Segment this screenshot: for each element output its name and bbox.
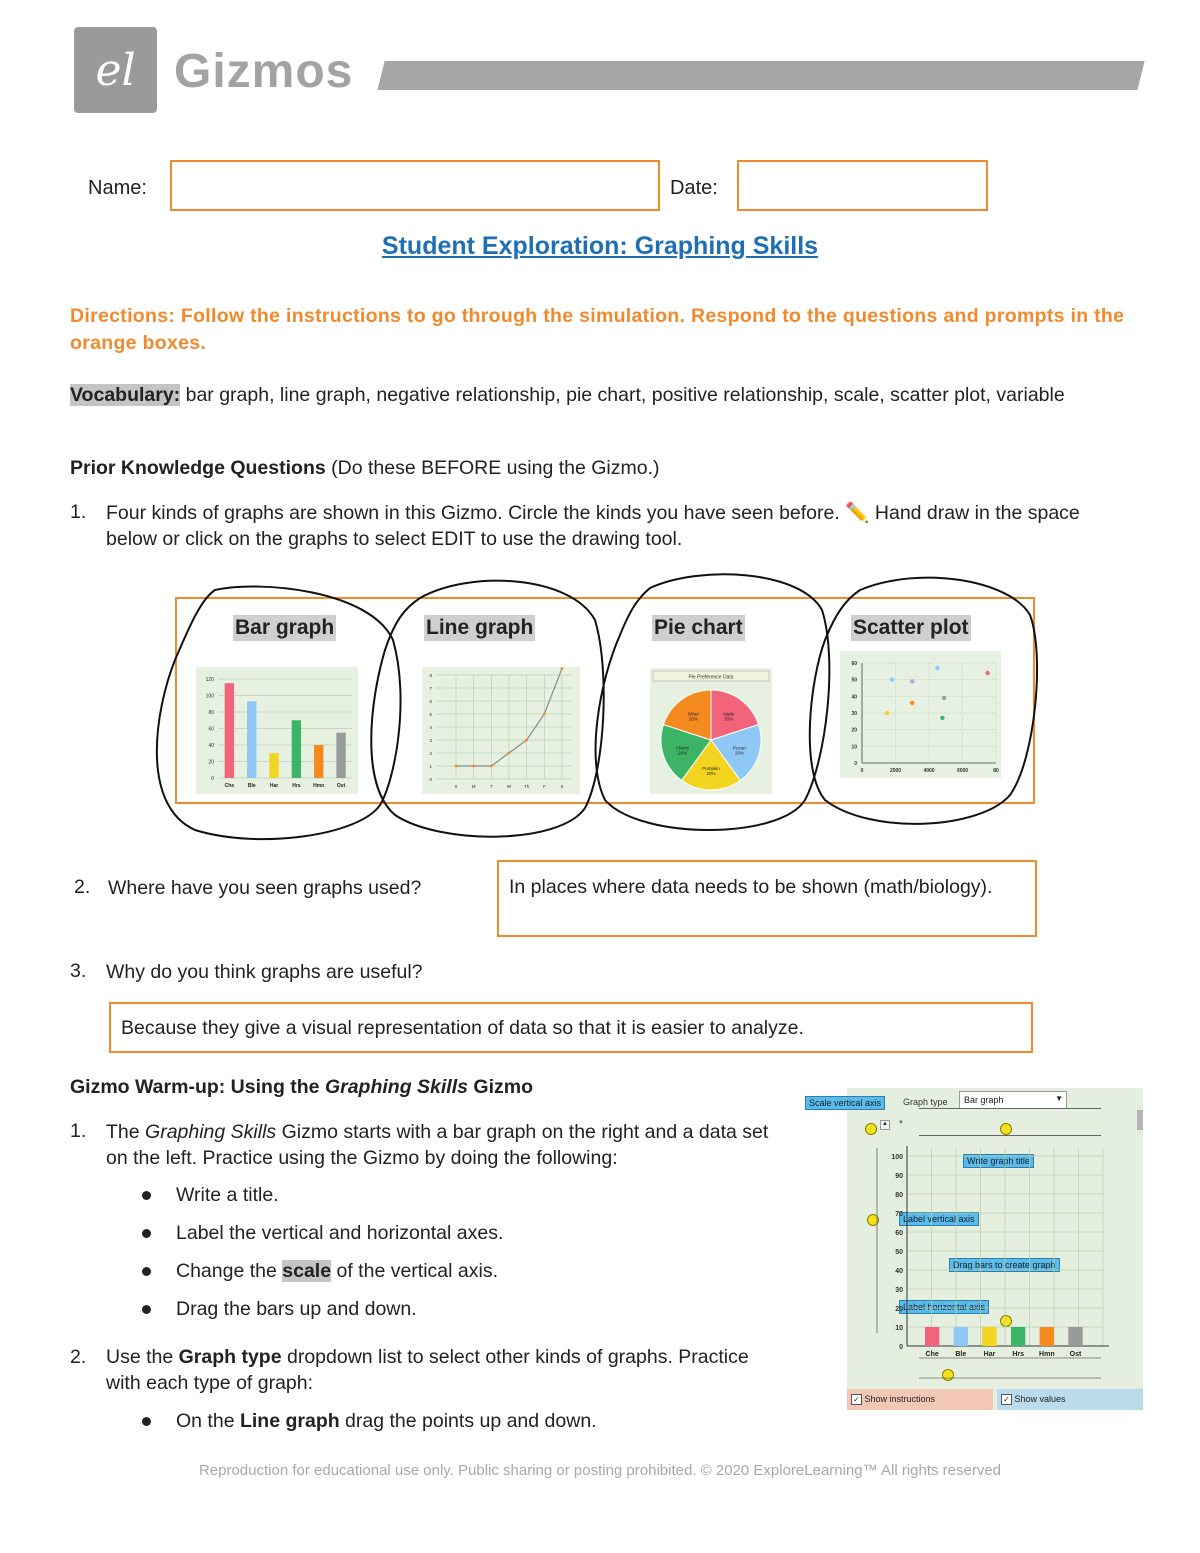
bullet-dot [142,1305,151,1314]
mini-scatter-y-tick: 10 [851,744,857,751]
mini-bar-tick-label: 80 [208,710,214,716]
mini-scatter-y-tick: 0 [854,761,857,767]
mini-bar-category-label: Ble [247,783,256,789]
gizmo-bar-chart [847,1088,1143,1388]
q3-text: Why do you think graphs are useful? [106,961,423,983]
mini-scatter-x-tick: 2000 [889,768,902,774]
gizmo-category-label: Ost [1069,1351,1082,1358]
bullet-line-graph: On the Line graph drag the points up and down. [176,1410,597,1432]
show-values-toggle[interactable]: ✓ Show values [997,1389,1143,1410]
graph-type-label: Graph type [903,1097,948,1107]
scatter-plot-title: Scatter plot [853,616,969,639]
gizmo-y-tick: 40 [895,1268,903,1275]
s1-number: 1. [70,1120,87,1142]
mini-pie-slice-label-line: Cherry [675,745,690,751]
mini-scatter-y-tick: 40 [851,694,857,701]
pie-chart-title: Pie chart [654,616,743,639]
hand-drawn-circles [0,560,1200,860]
mini-scatter-y-tick: 60 [851,661,857,667]
q3-answer-box[interactable] [109,1002,1033,1053]
gizmo-y-tick: 10 [895,1325,903,1332]
gizmo-category-label: Che [925,1351,939,1358]
header-bar [377,61,1144,90]
label-vertical-axis-tag: Label vertical axis [899,1212,979,1226]
bullet-change-scale: Change the scale of the vertical axis. [176,1260,498,1282]
logo-text: Gizmos [174,45,354,98]
gizmo-bar-hrs [1011,1327,1025,1346]
vocabulary-text: bar graph, line graph, negative relationship, pie chart, positive relationship, scale, scatter plot, variable [180,384,1065,406]
mini-bar-tick-label: 60 [208,726,214,733]
gizmo-bar-ble [954,1327,968,1346]
circle-scatter-plot [810,578,1037,824]
q3-answer: Because they give a visual representation of data so that it is easier to analyze. [121,1017,804,1039]
s2-number: 2. [70,1346,87,1368]
date-label: Date: [670,177,718,199]
directions: Directions: Follow the instructions to go through the simulation. Respond to the questions and prompts in the orange boxes. [70,305,1125,354]
date-field[interactable] [737,160,988,211]
circle-line-graph [371,581,603,837]
line-graph-title: Line graph [426,616,534,639]
mini-line-category-label: M [471,784,476,789]
write-graph-title-tag: Write graph title [963,1154,1034,1168]
mini-scatter-x-tick: 0 [860,768,864,774]
mini-scatter-y-tick: 50 [851,677,857,684]
mini-pie-slice-label-line: Apple [722,711,735,717]
mini-pie-slice-label-line: 20% [688,716,698,722]
q1-text: Four kinds of graphs are shown in this Gizmo. Circle the kinds you have seen before. ✏️ Hand draw in the space below or click on the graphs to select EDIT to use the drawing tool. [106,502,1080,550]
mini-pie-slice-label-line: 20% [735,750,745,756]
mini-pie-slice-label-line: 20% [706,771,716,776]
gizmo-screenshot [809,1088,1143,1410]
checkbox-icon[interactable]: ✓ [1001,1394,1012,1405]
mini-line-category-label: S [560,784,564,789]
mini-line-category-label: S [454,784,458,789]
circle-pie-chart [596,574,830,830]
chevron-down-icon: ▼ [1055,1094,1063,1103]
mini-scatter-y-tick: 30 [851,711,857,717]
mini-line-tick-label: 2 [429,751,432,756]
warmup-heading: Gizmo Warm-up: Using the Graphing Skills Gizmo [70,1076,534,1098]
mini-pie-slice-label-line: 20% [677,750,687,756]
mini-line-tick-label: 5 [429,712,432,717]
bullet-label-axes: Label the vertical and horizontal axes. [176,1222,504,1244]
gizmo-category-label: Hrs [1012,1351,1025,1358]
mini-bar-category-label: Ost [336,783,346,789]
mini-line-tick-label: 8 [429,673,432,678]
show-instructions-toggle[interactable]: ✓ Show instructions [847,1389,993,1410]
label-horizontal-axis-tag: Label horizontal axis [899,1300,989,1314]
drag-bars-tag: Drag bars to create graph [949,1258,1060,1272]
bullet-drag-bars: Drag the bars up and down. [176,1298,417,1320]
mini-line-category-label: Th [524,784,530,789]
footer-notice: Reproduction for educational use only. Public sharing or posting prohibited. © 2020 ExploreLearning™ All rights reserved [198,1462,1002,1479]
bullet-write-title: Write a title. [176,1184,279,1206]
bullet-dot [142,1191,151,1200]
scale-up-icon[interactable]: ▲ [880,1120,890,1130]
mini-bar-category-label: Hrs [292,783,301,789]
name-field[interactable] [170,160,660,211]
mini-line-category-label: F [542,784,546,789]
scale-vertical-axis-tag: Scale vertical axis [805,1096,885,1110]
q2-number: 2. [74,876,91,898]
q2-answer: In places where data needs to be shown (math/biology). [509,876,993,898]
mini-scatter-x-tick: 80 [993,768,999,774]
gizmo-bar-hmn [1040,1327,1054,1346]
mini-line-tick-label: 3 [429,738,432,743]
mini-pie-slice-label-line: 20% [724,716,734,722]
mini-line-tick-label: 0 [429,777,432,782]
mini-bar-tick-label: 100 [205,693,214,700]
gizmo-category-label: Hmn [1039,1351,1055,1358]
mini-line-tick-label: 7 [429,686,432,691]
q1-number: 1. [70,501,87,523]
mini-pie-slice-label-line: Pumpkin [702,766,720,771]
mini-bar-category-label: Har [269,783,279,789]
gizmo-y-tick: 90 [895,1173,903,1180]
q2-answer-box[interactable] [497,860,1037,937]
mini-bar-category-label: Hmn [313,783,325,789]
scale-down-icon[interactable]: ▼ [898,1120,904,1126]
mini-line-tick-label: 6 [429,699,432,704]
gizmo-y-tick: 60 [895,1230,903,1237]
circle-bar-graph [157,587,401,840]
mini-bar-tick-label: 40 [208,743,214,749]
mini-pie-slice-label-line: Pecan [733,745,746,751]
prior-knowledge-heading: Prior Knowledge Questions (Do these BEFORE using the Gizmo.) [70,457,660,479]
mini-line-category-label: W [506,784,512,789]
gizmo-y-tick: 50 [895,1249,903,1256]
gizmo-y-tick: 70 [895,1211,903,1218]
gizmo-category-label: Har [983,1351,996,1358]
mini-bar-tick-label: 120 [205,677,214,683]
logo-mark: el [74,27,157,113]
mini-line-category-label: T [489,784,493,789]
q2-text: Where have you seen graphs used? [108,877,422,899]
bullet-dot [142,1267,151,1276]
bar-graph-title: Bar graph [235,616,335,639]
q3-number: 3. [70,960,87,982]
mini-bar-tick-label: 20 [208,759,214,766]
mini-scatter-y-tick: 20 [851,727,857,734]
gizmo-bar-har [982,1327,996,1346]
mini-pie-title: Pie Preference Data [688,674,734,681]
name-label: Name: [88,177,147,199]
mini-bar-tick-label: 0 [211,776,214,782]
mini-pie-slice-label-line: Other [687,711,699,717]
gizmo-category-label: Ble [955,1351,967,1358]
page-title: Student Exploration: Graphing Skills [381,232,819,260]
gizmo-y-tick: 30 [895,1287,903,1294]
mini-scatter-x-tick: 4000 [923,768,935,774]
bullet-dot [142,1229,151,1238]
gizmo-bar-che [925,1327,939,1346]
mini-bar-category-label: Che [224,783,235,789]
mini-scatter-x-tick: 6000 [956,768,969,774]
gizmo-y-tick: 80 [895,1192,903,1199]
vocabulary [70,382,1130,409]
graph-type-select[interactable]: Bar graph ▼ [959,1091,1067,1109]
checkbox-icon[interactable]: ✓ [851,1394,862,1405]
s1-text: The Graphing Skills Gizmo starts with a bar graph on the right and a data set on the left. Practice using the Gizmo by doing the following: [106,1121,769,1169]
mini-line-tick-label: 4 [429,725,432,730]
gizmo-y-tick: 100 [891,1154,903,1161]
gizmo-bar-ost [1068,1327,1082,1346]
vocabulary-label: Vocabulary: [70,384,181,406]
gizmo-y-tick: 0 [899,1344,903,1351]
bullet-dot [142,1417,151,1426]
mini-line-tick-label: 1 [429,764,432,769]
gizmo-y-tick: 20 [895,1306,903,1313]
s2-text: Use the Graph type dropdown list to select other kinds of graphs. Practice with each type of graph: [106,1346,749,1394]
